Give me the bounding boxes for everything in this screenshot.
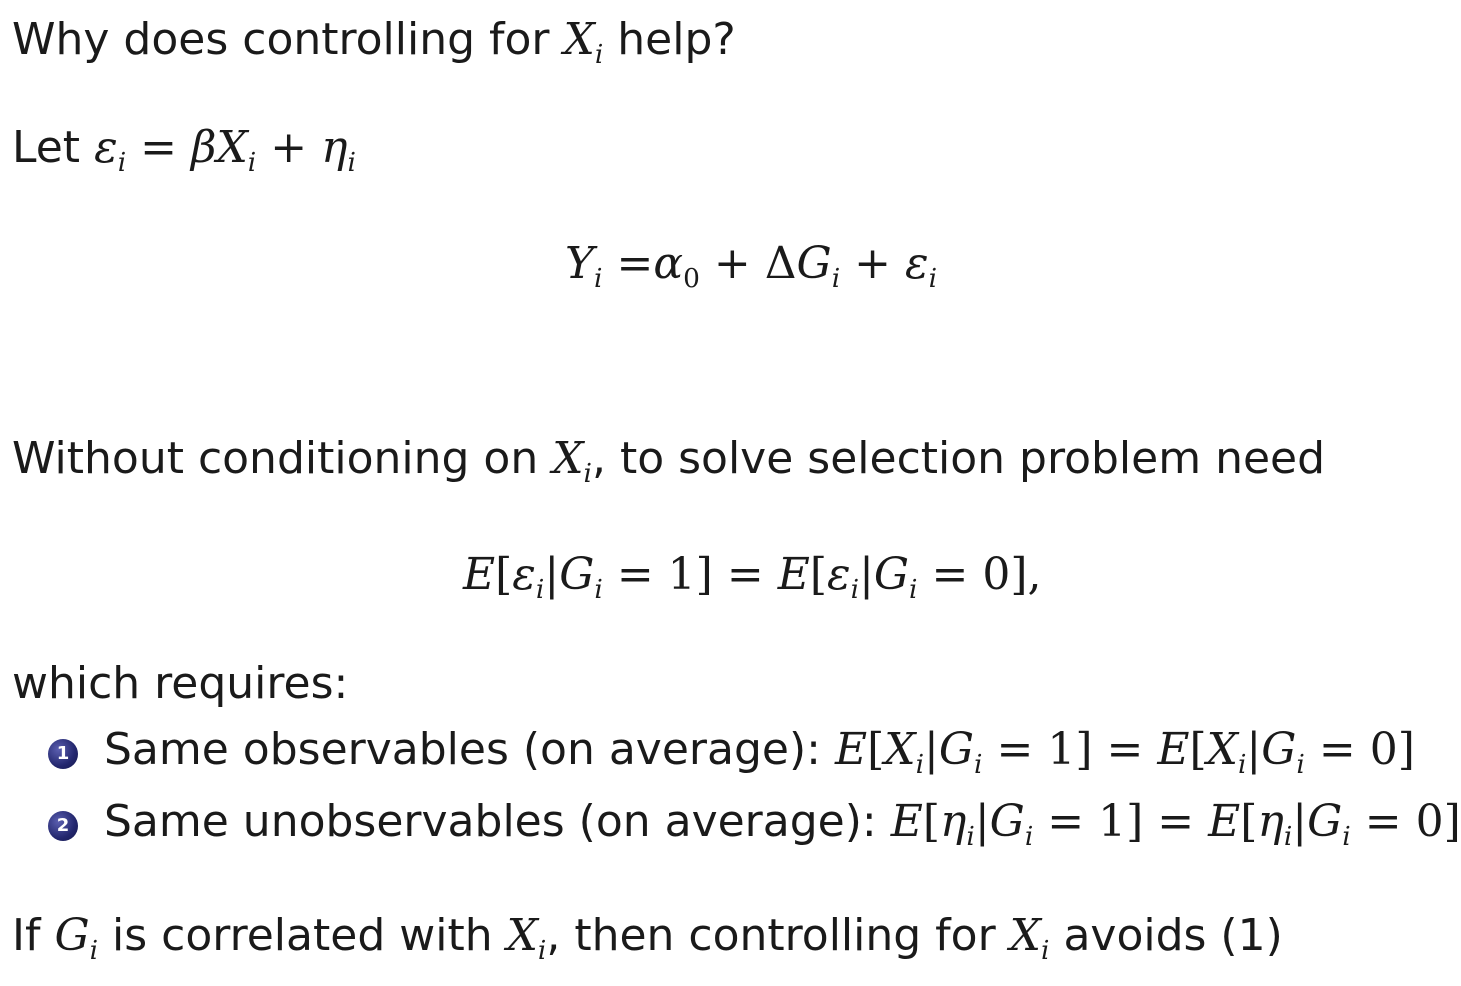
without-text-prefix: Without conditioning on	[12, 433, 553, 484]
let-text: Let	[12, 122, 95, 173]
math-epsilon-def: $\varepsilon_i = \beta X_i + \eta_i$	[94, 122, 356, 179]
let-statement	[12, 122, 356, 179]
number-badge-icon: 1	[48, 739, 78, 769]
math-Xi: $X_i$	[552, 433, 592, 490]
title-text-prefix: Why does controlling for	[12, 14, 564, 65]
without-text-suffix: , to solve selection problem need	[591, 433, 1326, 484]
model-equation: $Y_i =\alpha_0 + \Delta G_i + \varepsilon_i$	[565, 238, 938, 295]
title-text-suffix: help?	[603, 14, 736, 65]
list-item-text: Same observables (on average):	[104, 724, 835, 775]
condition-equation: $E[\varepsilon_i|G_i = 1] = E[\varepsilon_i|G_i = 0]$,	[463, 549, 1042, 606]
slide-title	[12, 14, 736, 71]
which-requires-label: which requires:	[12, 658, 349, 709]
if-text-prefix: If	[12, 910, 55, 961]
conclusion-text	[12, 910, 1283, 967]
math-Gi: $G_i$	[54, 910, 99, 967]
list-item-text: Same unobservables (on average):	[104, 796, 891, 847]
list-item-math: $E[X_i|G_i = 1] = E[X_i|G_i = 0]$	[834, 724, 1415, 781]
if-text-suffix: avoids (1)	[1049, 910, 1283, 961]
math-Xi: $X_i$	[563, 14, 604, 71]
without-conditioning-text	[12, 433, 1326, 490]
if-text-mid2: , then controlling for	[546, 910, 1010, 961]
list-item-math: $E[\eta_i|G_i = 1] = E[\eta_i|G_i = 0]$	[890, 796, 1461, 853]
math-Xi: $X_i$	[506, 910, 547, 967]
list-item	[48, 724, 1415, 781]
math-Xi: $X_i$	[1009, 910, 1050, 967]
number-badge-icon: 2	[48, 811, 78, 841]
if-text-mid: is correlated with	[98, 910, 507, 961]
list-item	[48, 796, 1461, 853]
